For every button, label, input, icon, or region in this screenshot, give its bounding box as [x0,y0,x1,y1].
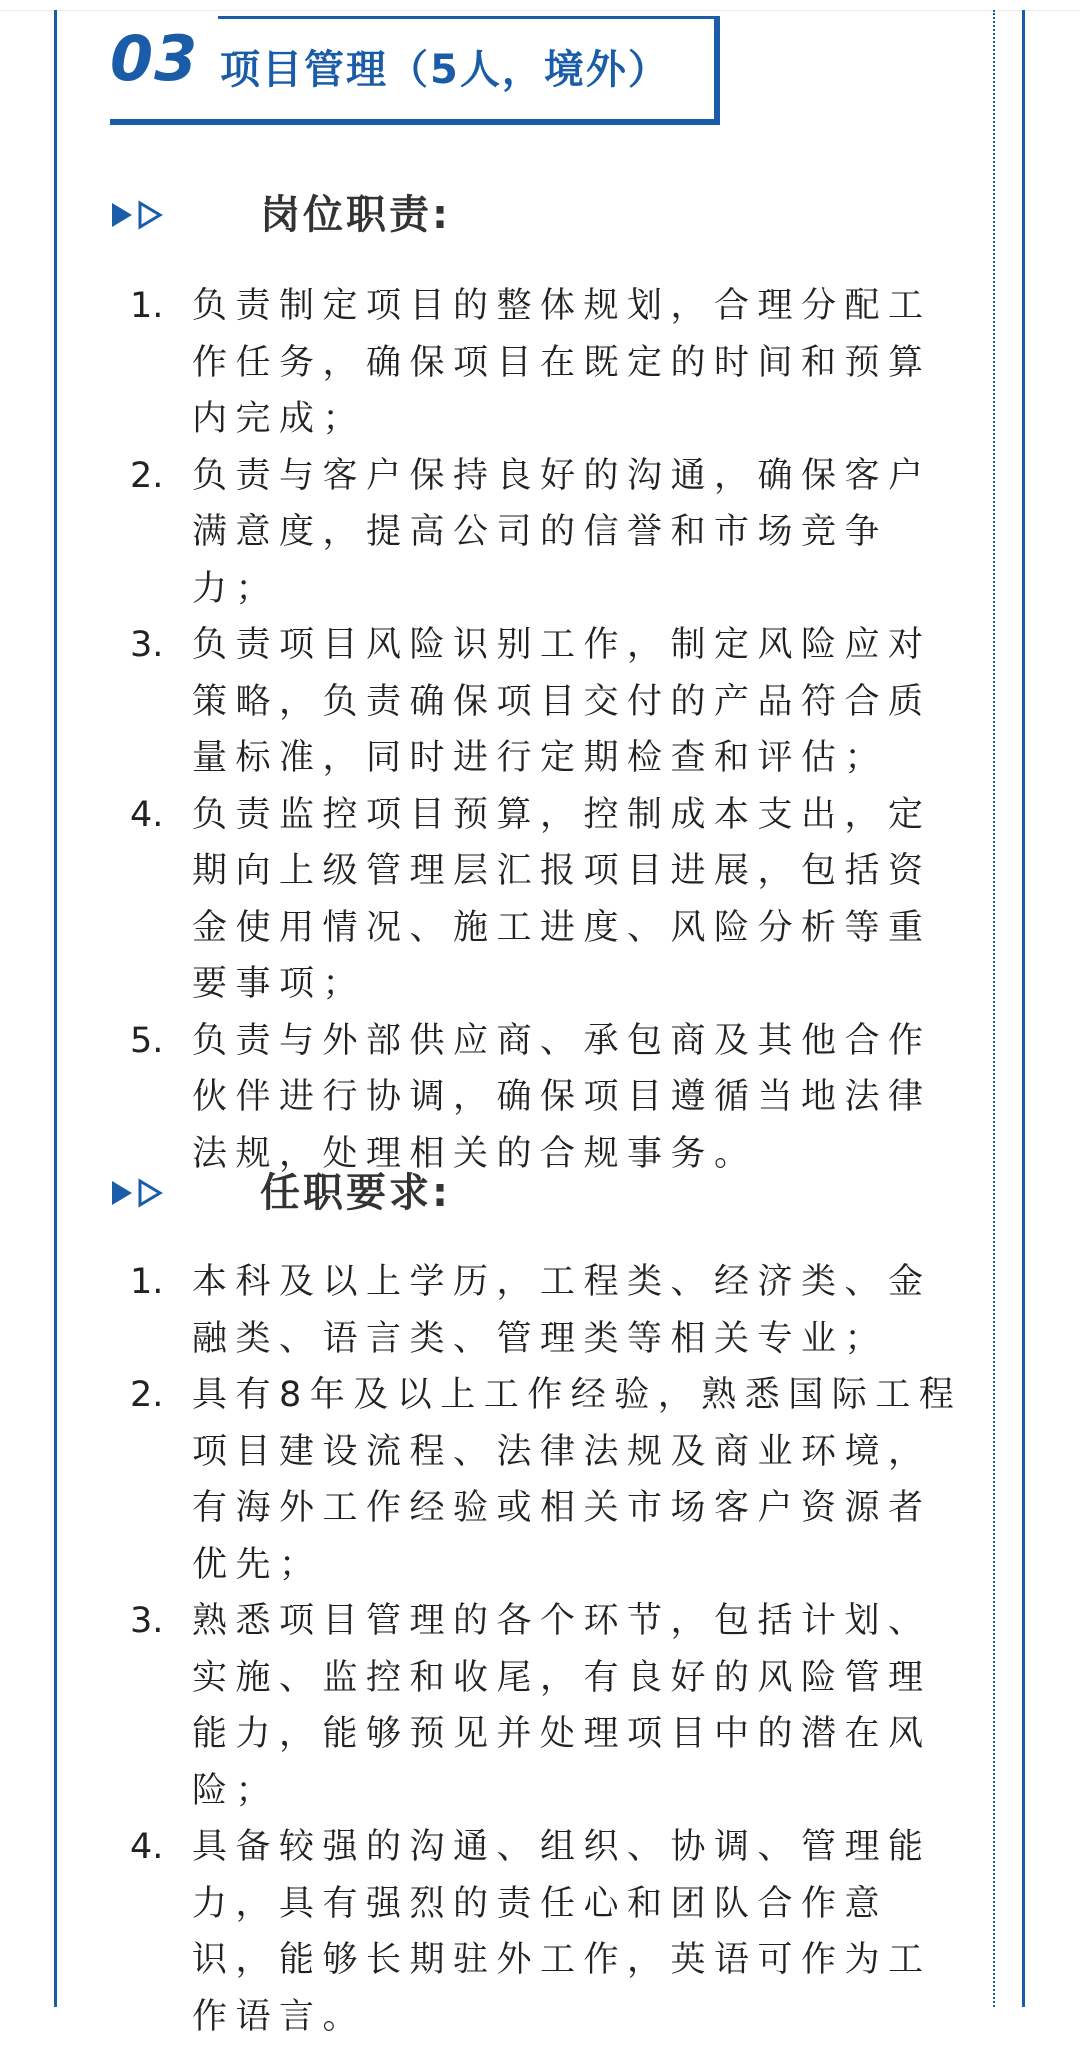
frame-right-dotted-border [993,10,995,2007]
list-item-text: 负责监控项目预算，控制成本支出，定期向上级管理层汇报项目进展，包括资金使用情况、施工进度、风险分析等重要事项； [192,794,932,1004]
duties-heading [110,190,451,240]
requirements-heading [110,1168,451,1218]
header-border-right [714,16,720,125]
duties-title: 岗位职责: [260,192,451,238]
list-item-text: 负责与外部供应商、承包商及其他合作伙伴进行协调，确保项目遵循当地法律法规，处理相关的合规事务。 [192,1020,932,1174]
requirements-title: 任职要求: [260,1170,451,1216]
list-item-number: 5. [130,1020,164,1061]
list-item-number: 2. [130,1375,164,1415]
list-item-number: 1. [130,286,164,326]
list-item [130,1819,970,2045]
header-border-top [218,16,720,19]
list-item-number: 3. [130,1601,164,1641]
list-item-text: 本科及以上学历，工程类、经济类、金融类、语言类、管理类等相关专业； [192,1262,932,1359]
double-play-arrow-icon [110,195,170,235]
list-item-number: 4. [130,794,164,835]
list-item [130,617,970,787]
section-title: 项目管理（5人，境外） [220,47,670,93]
list-item [130,278,970,448]
frame-left-border [54,10,57,2007]
list-item-text: 具有8年及以上工作经验，熟悉国际工程项目建设流程、法律法规及商业环境，有海外工作经验或相关市场客户资源者优先； [192,1375,963,1585]
duties-list [130,278,970,1182]
list-item [130,1254,970,1367]
list-item [130,448,970,618]
top-divider [0,10,1080,11]
list-item-number: 3. [130,625,164,665]
list-item-text: 负责项目风险识别工作，制定风险应对策略，负责确保项目交付的产品符合质量标准，同时进行定期检查和评估； [192,625,932,778]
list-item-text: 具备较强的沟通、组织、协调、管理能力，具有强烈的责任心和团队合作意识，能够长期驻外工作，英语可作为工作语言。 [192,1827,932,2037]
list-item [130,1593,970,1819]
section-number: 03 [110,22,199,95]
list-item-number: 2. [130,455,164,496]
header-border-bottom [110,119,720,125]
list-item [130,787,970,1013]
double-play-arrow-icon [110,1173,170,1213]
list-item-number: 1. [130,1262,164,1302]
list-item-text: 熟悉项目管理的各个环节，包括计划、实施、监控和收尾，有良好的风险管理能力，能够预见并处理项目中的潜在风险； [192,1601,932,1811]
list-item-text: 负责与客户保持良好的沟通，确保客户满意度，提高公司的信誉和市场竞争力； [192,455,932,609]
list-item [130,1367,970,1593]
requirements-list [130,1254,970,2045]
list-item [130,1013,970,1183]
frame-right-border [1022,10,1025,2007]
list-item-number: 4. [130,1827,164,1867]
list-item-text: 负责制定项目的整体规划，合理分配工作任务，确保项目在既定的时间和预算内完成； [192,286,932,439]
